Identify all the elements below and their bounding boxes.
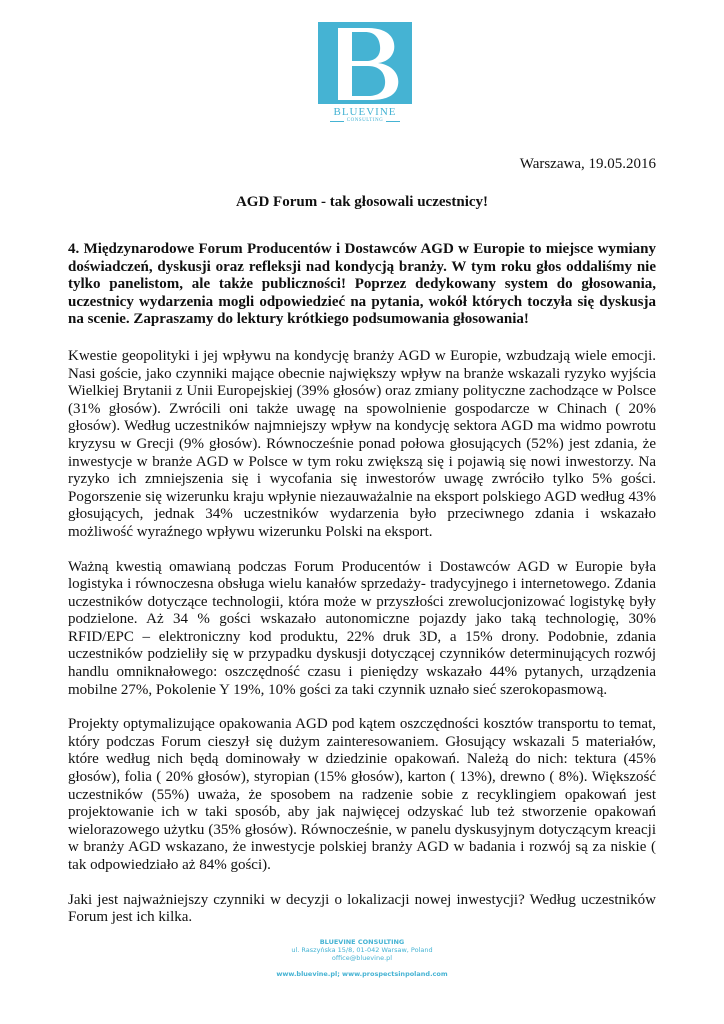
body-paragraph-investment: Jaki jest najważniejszy czynniki w decyzji o lokalizacji nowej inwestycji? Według uczestników Forum jest ich kilka. [68,891,656,926]
footer-email[interactable]: office@bluevine.pl [331,954,393,962]
tagline-rule-left [330,121,344,122]
page-footer [0,938,724,978]
footer-address: ul. Raszyńska 15/8, 01-042 Warsaw, Poland [291,946,433,954]
body-paragraph-logistics: Ważną kwestią omawianą podczas Forum Producentów i Dostawców AGD w Europie była logistyka i równoczesna obsługa wielu kanałów sprzedaży- tradycyjnego i internetowego. Zdania uczestników dotyczące technologii, która może w przyszłości zrewolucjonizować logistykę były podzielone. Aż 34 % gości wskazało autonomiczne pojazdy jako taką technologię, 30% RFID/EPC – elektroniczny kod produktu, 22% druk 3D, a 15% drony. Podobnie, zdania uczestników podzieliły się w przypadku dyskusji dotyczącej czynników determinujących rozwój handlu omniknałowego: oszczędność czasu i pieniędzy wskazało 44% pytanych, urządzenia mobilne 27%, Pokolenie Y 19%, 10% gości za taki czynnik uznało sieć szerokopasmową. [68,558,656,698]
footer-company: BLUEVINE CONSULTING [319,938,405,946]
body-paragraph-packaging: Projekty optymalizujące opakowania AGD pod kątem oszczędności kosztów transportu to temat, który podczas Forum cieszył się dużym zainteresowaniem. Głosujący wskazali 5 materiałów, które według nich będą dominowały w dziedzinie opakowań. Należą do nich: tektura (45% głosów), folia ( 20% głosów), styropian (15% głosów), karton ( 13%), drewno ( 8%). Większość uczestników (55%) uważa, że sposobem na radzenie sobie z recyklingiem opakowań jest projektowanie ich w taki sposób, aby jak najwięcej odzyskać lub też stworzenie opakowań wielorazowego użytku (35% głosów). Równocześnie, w panelu dyskusyjnym dotyczącym kreacji w branży AGD wskazano, że inwestycje polskiej branży AGD w badania i rozwój są za niskie ( tak odpowiedziało aż 84% gości). [68,716,656,873]
document-title: AGD Forum - tak głosowali uczestnicy! [235,194,489,210]
document-body [68,241,656,944]
body-paragraph-geopolitics: Kwestie geopolityki i jej wpływu na kondycję branży AGD w Europie, wzbudzają wiele emocji. Nasi goście, jako czynniki mające obecnie największy wpływ na branże wskazali ryzyko wyjścia Wielkiej Brytanii z Unii Europejskiej (39% głosów) oraz zmiany polityczne zachodzące w Polsce (31% głosów). Zwrócili oni także uwagę na spowolnienie gospodarcze w Chinach ( 20% głosów). Według uczestników najmniejszy wpływ na kondycję sektora AGD ma widmo powrotu kryzysu w Grecji (9% głosów). Równocześnie ponad połowa głosujących (52%) jest zdania, że inwestycje w branże AGD w Polsce w tym roku zwiększą się i pojawią się nowi inwestorzy. Na ryzyko ich zmniejszenia się i wycofania się inwestorów uwagę zwróciło tylko 5% gości. Pogorszenie się wizerunku kraju wpłynie niezauważalnie na eksport polskiego AGD według 43% głosujących, jednak 34% uczestników wydarzenia było przeciwnego zdania i wskazało możliwość wyraźnego wpływu wizerunku Polski na eksport. [68,347,656,540]
logo-brand-name: BLUEVINE [333,106,397,118]
document-date: Warszawa, 19.05.2016 [519,156,656,172]
tagline-rule-right [386,121,400,122]
logo-b-mark-icon [318,22,412,104]
bluevine-logo [318,22,412,124]
logo-tagline-text: CONSULTING [346,118,384,123]
lead-paragraph: 4. Międzynarodowe Forum Producentów i Dostawców AGD w Europie to miejsce wymiany doświadczeń, dyskusji oraz refleksji nad kondycją branży. W tym roku głos oddaliśmy nie tylko panelistom, ale także publiczności! Poprzez dedykowany system do głosowania, uczestnicy wydarzenia mogli odpowiedzieć na pytania, wokół których toczyła się dyskusja na scenie. Zapraszamy do lektury krótkiego podsumowania głosowania! [68,241,656,328]
logo-tagline [330,118,400,124]
footer-websites[interactable]: www.bluevine.pl; www.prospectsinpoland.com [276,970,448,978]
